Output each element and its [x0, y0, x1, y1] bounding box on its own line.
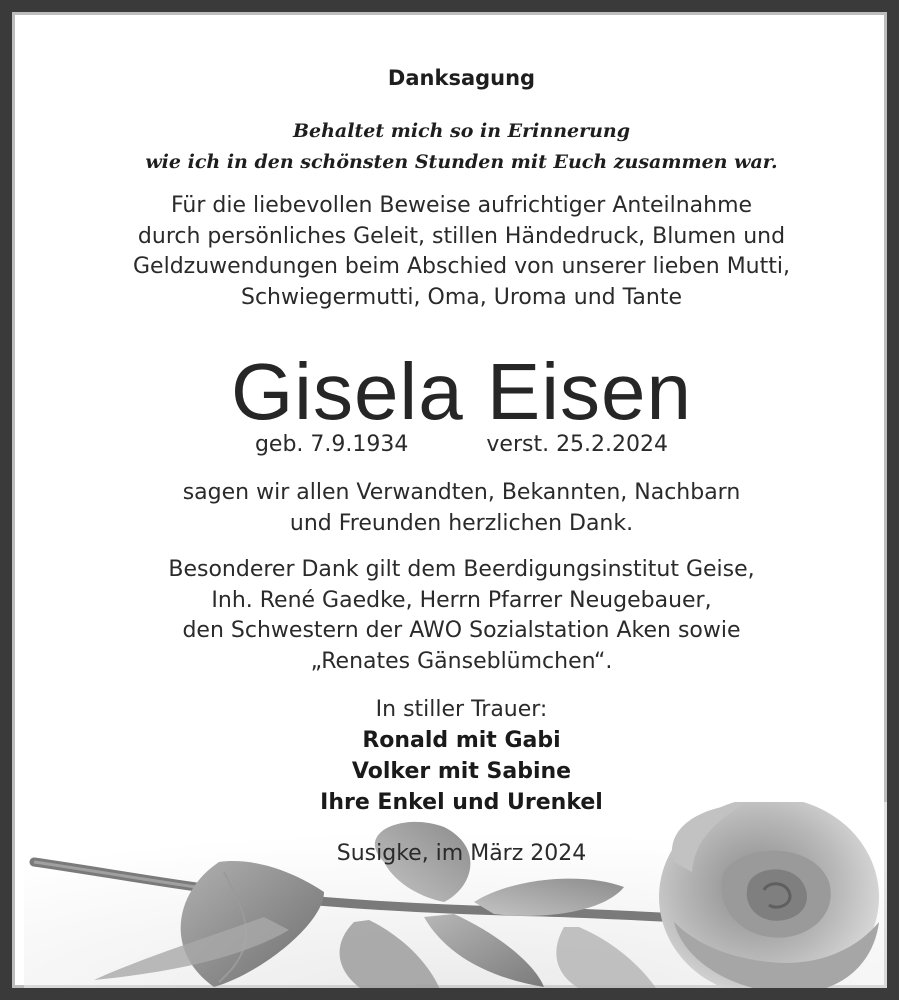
thanks-text	[24, 478, 899, 539]
mourner-name: Ronald mit Gabi	[362, 728, 561, 753]
mourners-intro: In stiller Trauer:	[375, 697, 548, 722]
intro-line: Für die liebevollen Beweise aufrichtiger Anteilnahme	[170, 193, 753, 218]
deceased-name: Gisela Eisen	[230, 347, 693, 436]
special-thanks-line: Inh. René Gaedke, Herrn Pfarrer Neugebauer,	[211, 587, 712, 613]
thanks-line: sagen wir allen Verwandten, Bekannten, Nachbarn	[182, 480, 741, 505]
life-dates	[24, 430, 899, 460]
intro-line: Schwiegermutti, Oma, Uroma und Tante	[241, 284, 682, 310]
rose-image	[24, 802, 899, 1000]
death-date: verst. 25.2.2024	[486, 432, 669, 457]
mourner-name: Ihre Enkel und Urenkel	[320, 790, 603, 815]
birth-date: geb. 7.9.1934	[254, 432, 409, 457]
heading: Danksagung	[387, 66, 536, 90]
special-thanks-line: Besonderer Dank gilt dem Beerdigungsinstitut Geise,	[168, 557, 755, 582]
motto-line: wie ich in den schönsten Stunden mit Euch zusammen war.	[145, 151, 778, 173]
mourner-name: Volker mit Sabine	[351, 759, 572, 784]
intro-line: durch persönliches Geleit, stillen Händedruck, Blumen und	[137, 223, 786, 249]
special-thanks-line: den Schwestern der AWO Sozialstation Aken sowie	[182, 618, 741, 643]
place-date: Susigke, im März 2024	[336, 841, 587, 866]
motto-line: Behaltet mich so in Erinnerung	[292, 120, 631, 142]
mourners	[24, 694, 899, 818]
special-thanks-text	[24, 555, 899, 677]
intro-text	[24, 191, 899, 313]
intro-line: Geldzuwendungen beim Abschied von unserer lieben Mutti,	[133, 254, 790, 279]
motto	[24, 116, 899, 178]
thanks-line: und Freunden herzlichen Dank.	[289, 510, 634, 536]
special-thanks-line: „Renates Gänseblümchen“.	[310, 648, 613, 674]
